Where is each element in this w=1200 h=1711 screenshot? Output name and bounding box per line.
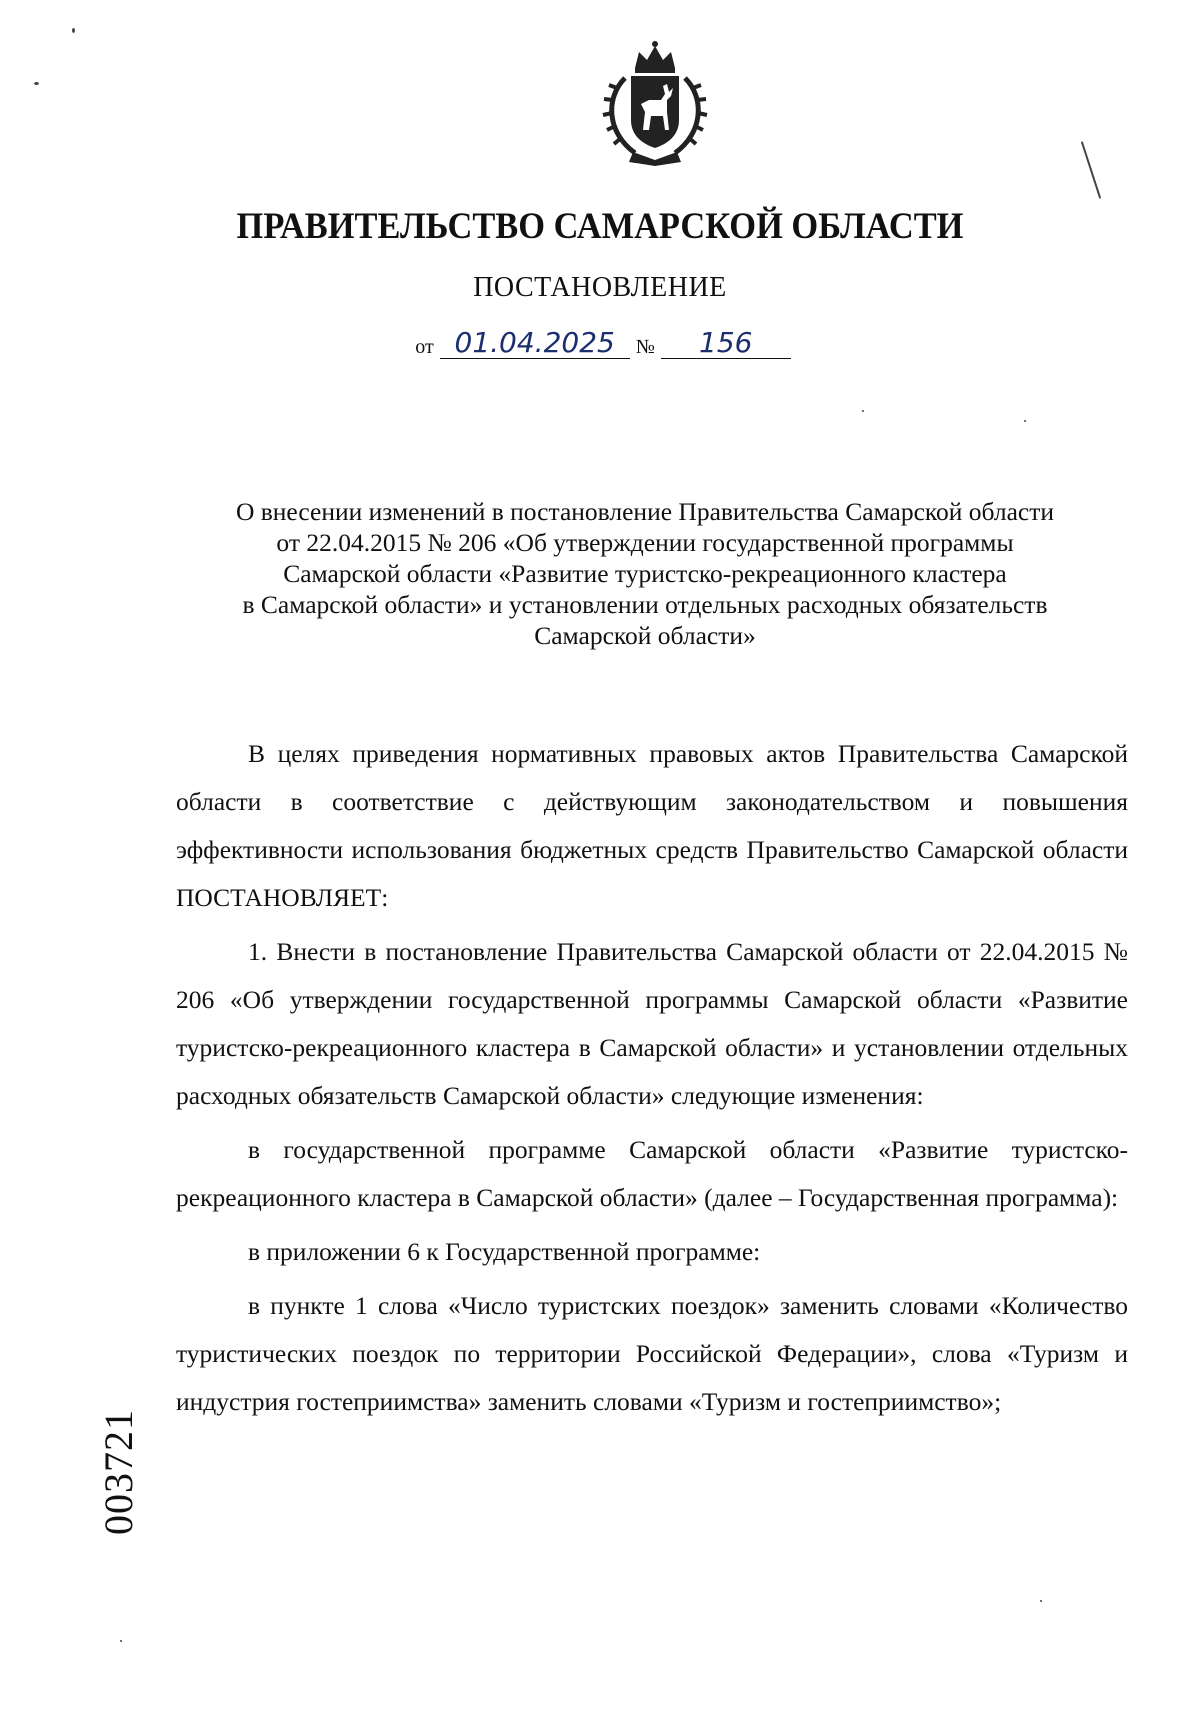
date-prefix: от [415,336,434,358]
document-type: ПОСТАНОВЛЕНИЕ [473,272,727,303]
body-paragraph: 1. Внести в постановление Правительства Самарской области от 22.04.2015 № 206 «Об утверждении государственной программы Самарской области «Развитие туристско-рекреационного кластера в Самарской области» и установлении отдельных расходных обязательств Самарской области» следующие изменения: [176,937,1128,1110]
margin-stamp-number: 003721 [96,1409,141,1535]
handwritten-date: 01.04.2025 [440,328,630,359]
handwritten-number: 156 [661,328,791,359]
body-paragraph: в государственной программе Самарской области «Развитие туристско-рекреационного кластера в Самарской области» (далее – Государственная программа): [176,1135,1128,1212]
scan-speck [1024,420,1026,422]
scan-speck [862,410,864,412]
body-paragraph: в приложении 6 к Государственной программе: [248,1237,761,1266]
number-prefix: № [635,336,655,358]
samara-region-coat-of-arms-icon [595,38,715,168]
government-title: ПРАВИТЕЛЬСТВО САМАРСКОЙ ОБЛАСТИ [236,206,964,247]
document-subject [180,496,1110,651]
scan-speck [72,28,75,33]
scan-speck [120,1640,122,1642]
date-number-line [0,328,1200,359]
scan-speck [1081,141,1101,199]
subject-line: от 22.04.2015 № 206 «Об утверждении государственной программы [276,528,1014,557]
scan-speck [34,82,39,85]
scan-speck [1040,1600,1042,1602]
subject-line: О внесении изменений в постановление Правительства Самарской области [235,497,1055,526]
subject-line: Самарской области» [534,621,756,650]
body-paragraph: в пункте 1 слова «Число туристских поездок» заменить словами «Количество туристических поездок по территории Российской Федерации», слова «Туризм и индустрия гостеприимства» заменить словами «Туризм и гостеприимство»; [176,1291,1128,1416]
subject-line: в Самарской области» и установлении отдельных расходных обязательств [242,590,1048,619]
body-paragraph: В целях приведения нормативных правовых актов Правительства Самарской области в соответствие с действующим законодательством и повышения эффективности использования бюджетных средств Правительство Самарской области ПОСТАНОВЛЯЕТ: [176,739,1128,912]
subject-line: Самарской области «Развитие туристско-рекреационного кластера [283,559,1007,588]
document-body [176,730,1128,1432]
